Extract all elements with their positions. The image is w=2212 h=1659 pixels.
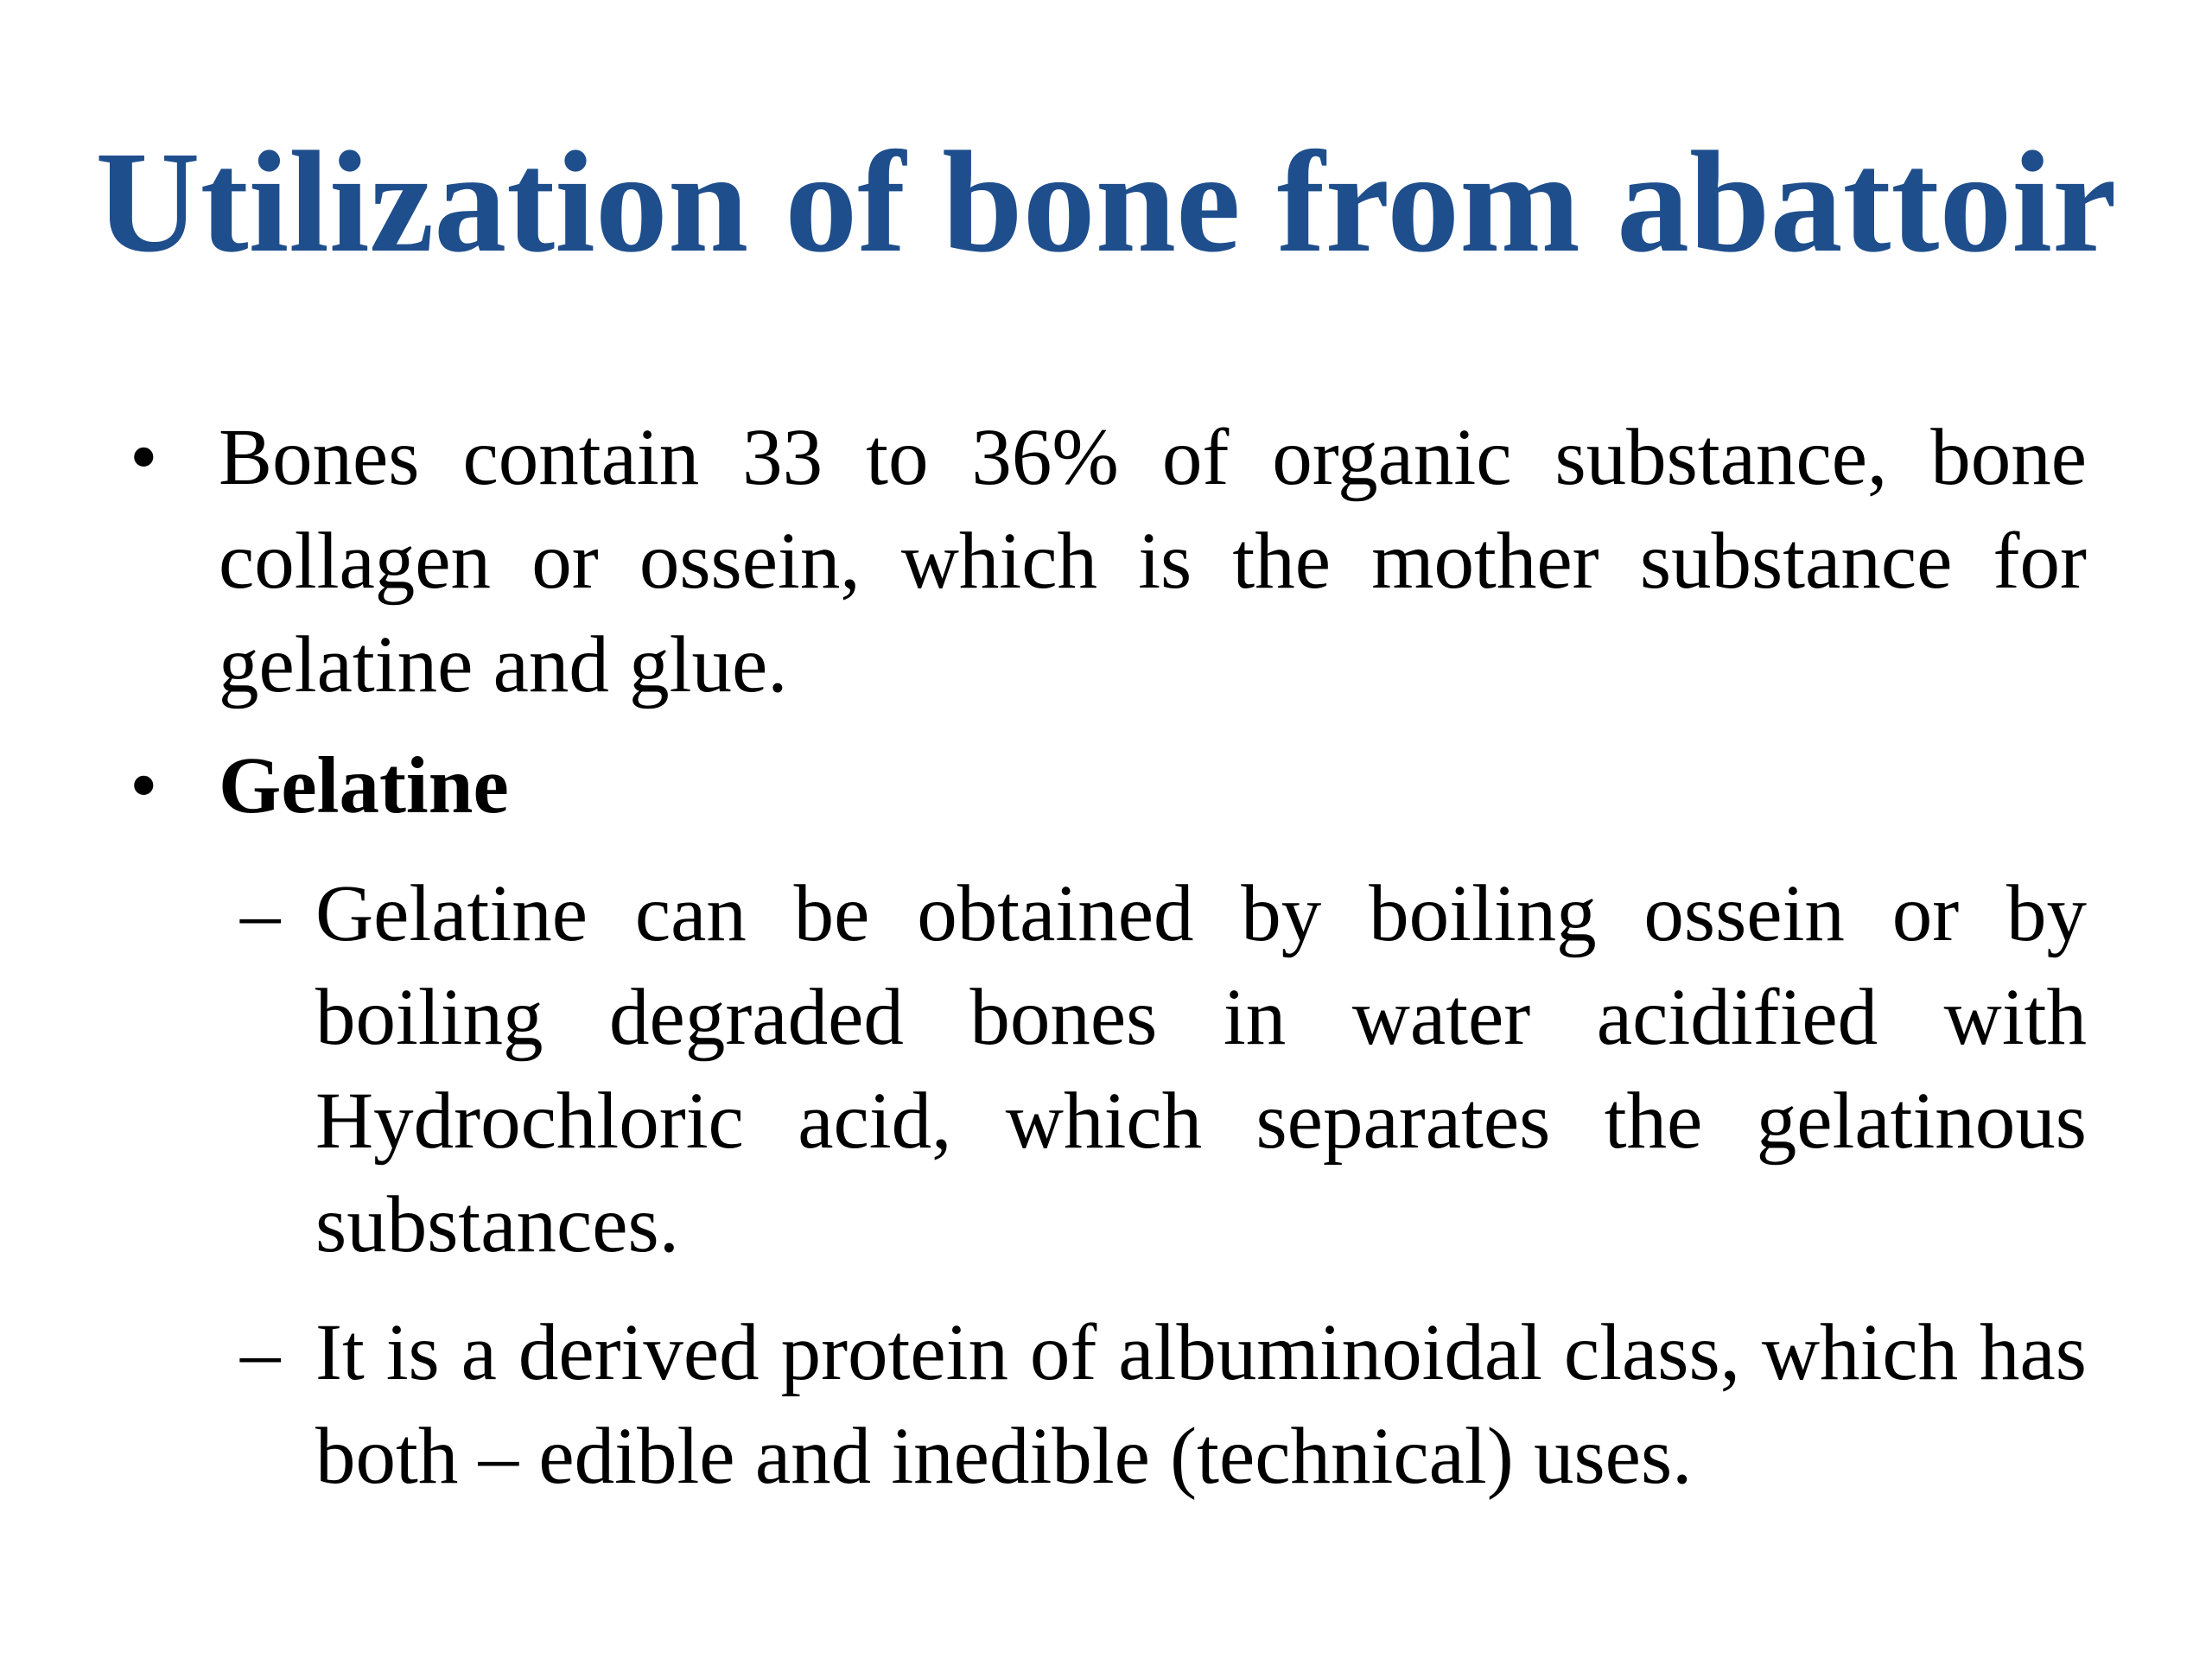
sub-bullet-text: Gelatine can be obtained by boiling ossein or by boiling degraded bones in water acidified with Hydrochloric acid, which separates the gelatinous substances. bbox=[315, 869, 2087, 1269]
dash-marker: – bbox=[240, 1308, 281, 1397]
sub-bullet-item bbox=[130, 1301, 2087, 1509]
slide-title: Utilization of bone from abattoir bbox=[95, 122, 2117, 283]
bullet-marker: • bbox=[130, 413, 158, 502]
bullet-item bbox=[130, 734, 2087, 838]
bullet-heading: Gelatine bbox=[219, 741, 509, 830]
sub-bullet-text: It is a derived protein of albuminoidal class, which has both – edible and inedible (technical) uses. bbox=[315, 1308, 2087, 1501]
slide-content bbox=[130, 406, 2087, 1509]
bullet-item bbox=[130, 406, 2087, 717]
sub-bullet-item bbox=[130, 862, 2087, 1277]
bullet-text: Bones contain 33 to 36% of organic substance, bone collagen or ossein, which is the mother substance for gelatine and glue. bbox=[219, 413, 2087, 709]
bullet-marker: • bbox=[130, 741, 158, 830]
dash-marker: – bbox=[240, 869, 281, 958]
